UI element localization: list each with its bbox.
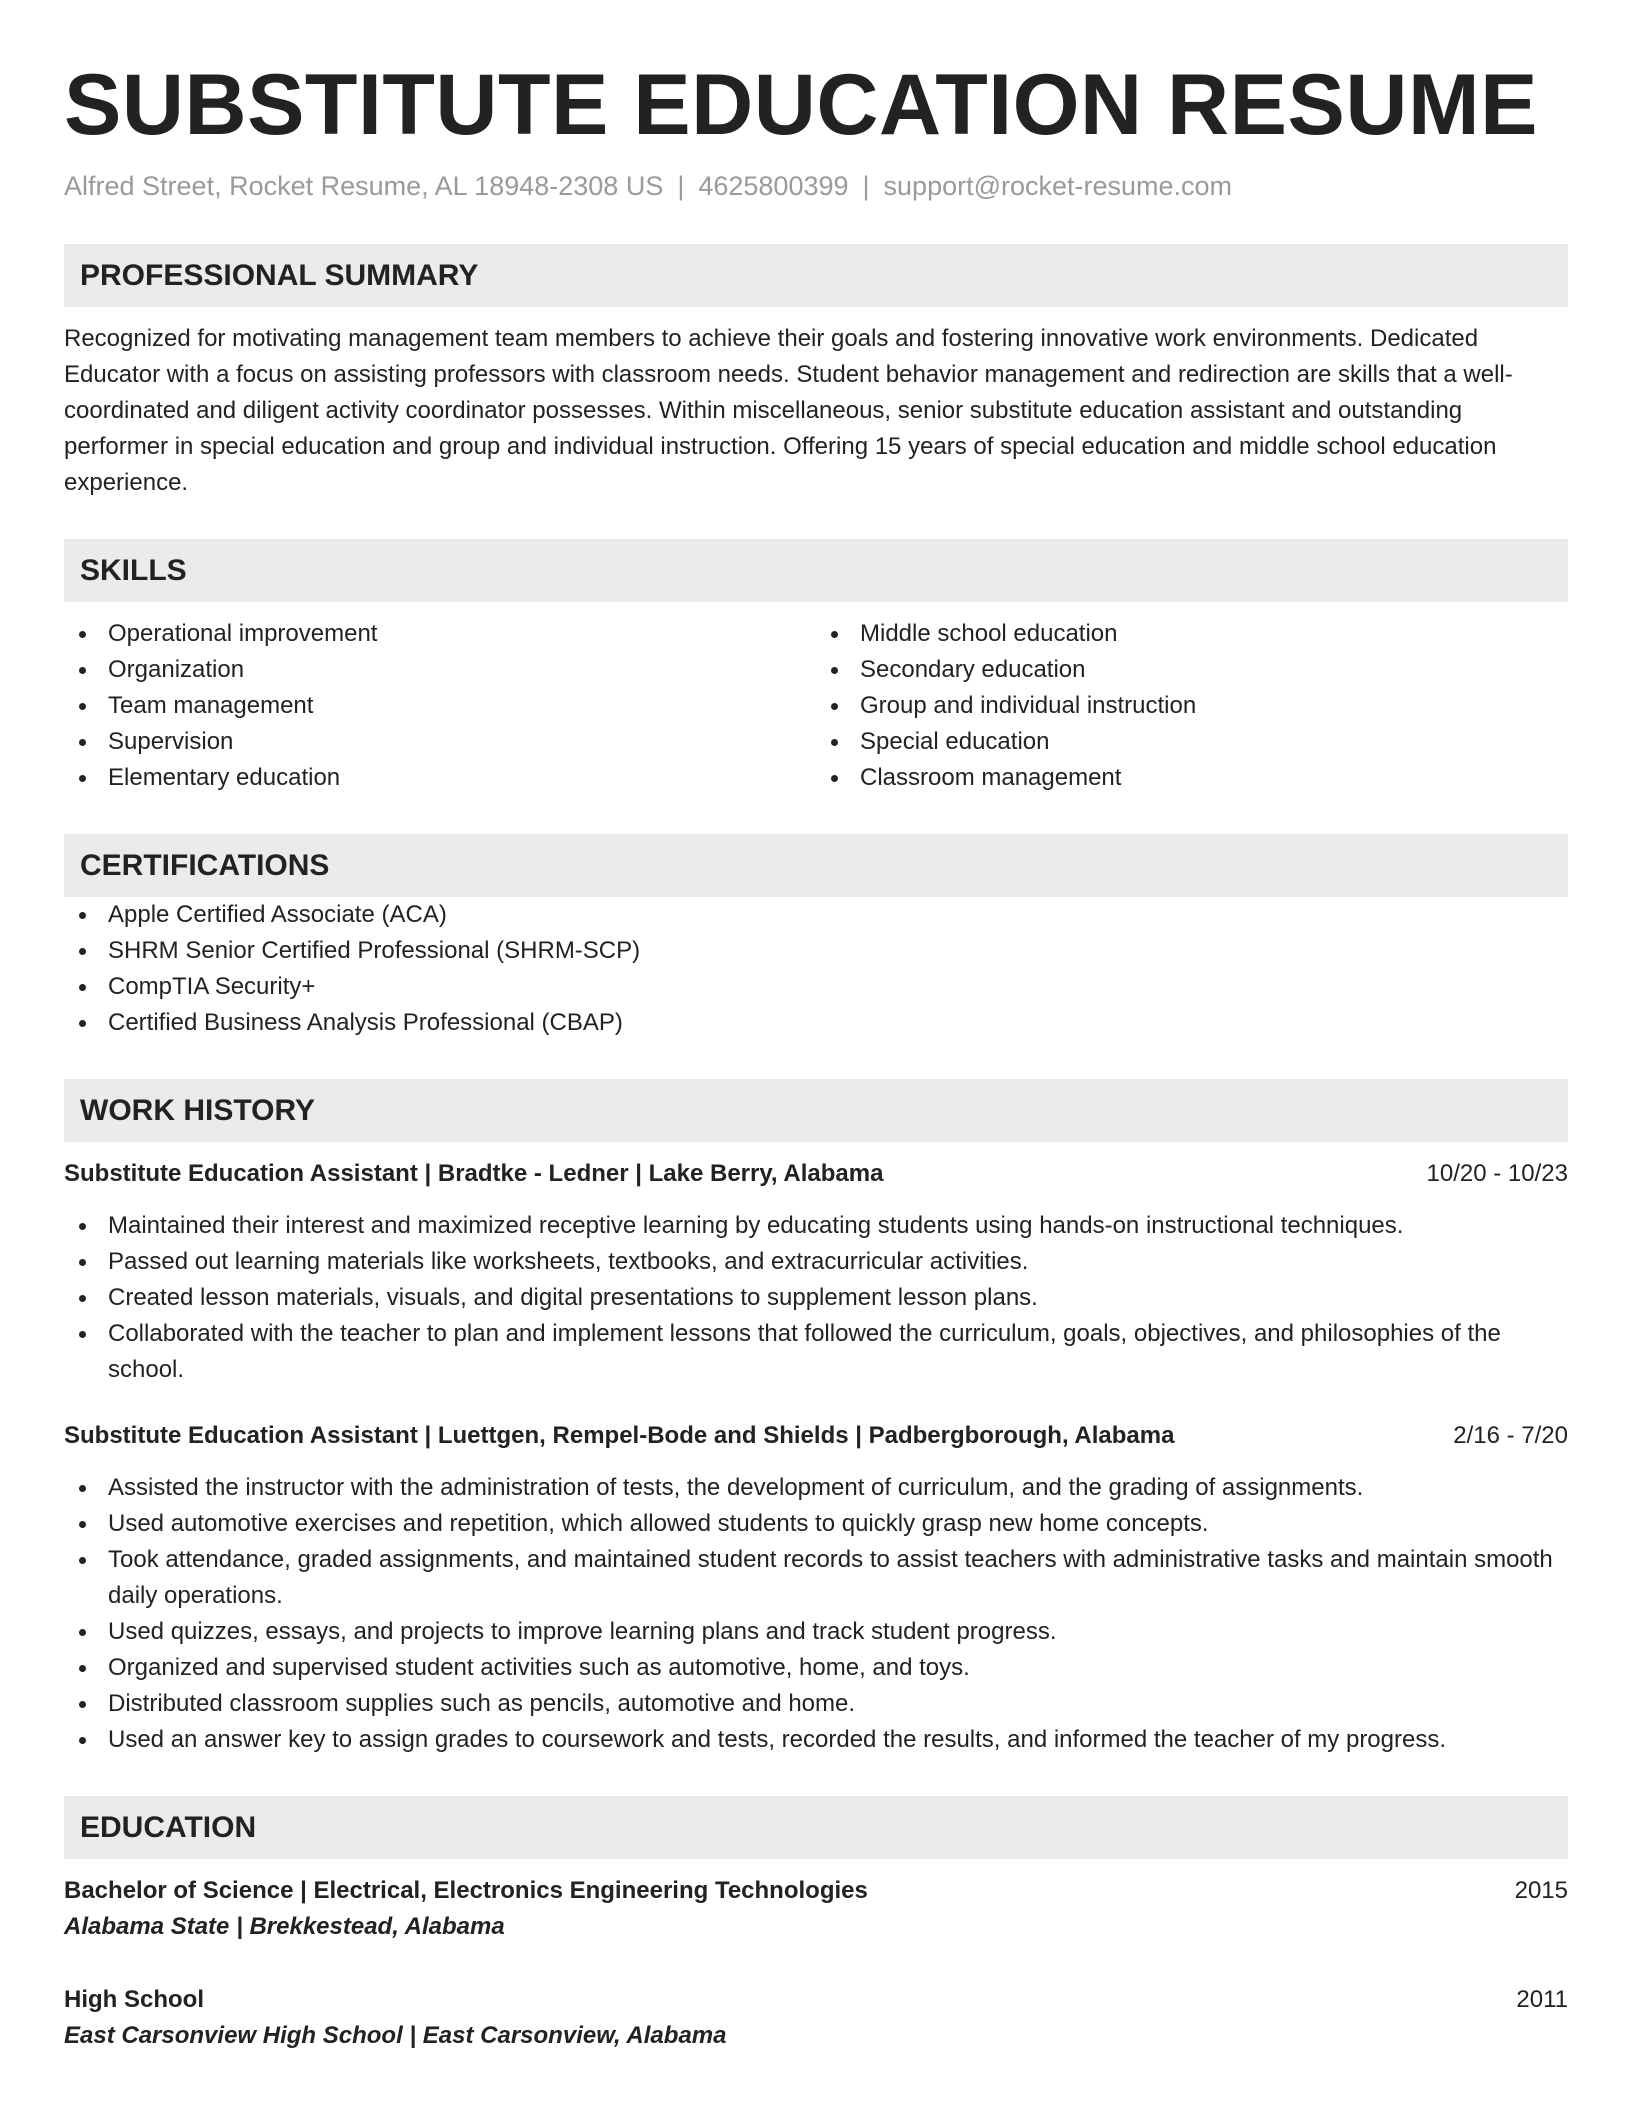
job-bullet: Used quizzes, essays, and projects to improve learning plans and track student progress. xyxy=(64,1614,1568,1650)
skills-grid xyxy=(64,616,1568,796)
section-header-certifications: CERTIFICATIONS xyxy=(64,834,1568,897)
certification-item: SHRM Senior Certified Professional (SHRM-SCP) xyxy=(64,933,1568,969)
skills-right-column xyxy=(816,616,1568,796)
job-header xyxy=(64,1418,1568,1454)
job-dates: 10/20 - 10/23 xyxy=(1426,1160,1568,1187)
contact-address: Alfred Street, Rocket Resume, AL 18948-2308 US xyxy=(64,171,664,201)
section-header-education: EDUCATION xyxy=(64,1796,1568,1859)
skill-item: Elementary education xyxy=(64,760,816,796)
skill-item: Secondary education xyxy=(816,652,1568,688)
skill-item: Group and individual instruction xyxy=(816,688,1568,724)
skill-item: Organization xyxy=(64,652,816,688)
job-bullet: Passed out learning materials like worksheets, textbooks, and extracurricular activities. xyxy=(64,1244,1568,1280)
education-school: Alabama State | Brekkestead, Alabama xyxy=(64,1913,505,1940)
job-bullet: Assisted the instructor with the administration of tests, the development of curriculum, and the grading of assignments. xyxy=(64,1470,1568,1506)
job-bullet: Used an answer key to assign grades to coursework and tests, recorded the results, and informed the teacher of my progress. xyxy=(64,1722,1568,1758)
education-degree: High School xyxy=(64,1986,204,2013)
job-bullet: Maintained their interest and maximized receptive learning by educating students using hands-on instructional techniques. xyxy=(64,1208,1568,1244)
job-title: Substitute Education Assistant | Bradtke - Ledner | Lake Berry, Alabama xyxy=(64,1160,884,1187)
section-header-work-history: WORK HISTORY xyxy=(64,1079,1568,1142)
education-degree: Bachelor of Science | Electrical, Electronics Engineering Technologies xyxy=(64,1877,868,1904)
skill-item: Team management xyxy=(64,688,816,724)
summary-text: Recognized for motivating management team members to achieve their goals and fostering innovative work environments. Dedicated Educator with a focus on assisting professors with classroom needs. Student behavior management and redirection are skills that a well-coordinated and diligent activity coordinator possesses. Within miscellaneous, senior substitute education assistant and outstanding performer in special education and group and individual instruction. Offering 15 years of special education and middle school education experience. xyxy=(64,325,1513,496)
education-entry xyxy=(64,1982,1568,2054)
education-school: East Carsonview High School | East Carsonview, Alabama xyxy=(64,2022,727,2049)
section-header-skills: SKILLS xyxy=(64,539,1568,602)
skill-item: Supervision xyxy=(64,724,816,760)
education-header xyxy=(64,1873,1568,1909)
resume-title: SUBSTITUTE EDUCATION RESUME xyxy=(64,57,1538,153)
job-bullet: Took attendance, graded assignments, and maintained student records to assist teachers with administrative tasks and maintain smooth daily operations. xyxy=(64,1542,1568,1614)
education-header xyxy=(64,1982,1568,2018)
contact-separator: | xyxy=(677,171,685,201)
certifications-list xyxy=(64,897,1568,1041)
contact-line xyxy=(64,168,1568,204)
certification-item: Certified Business Analysis Professional (CBAP) xyxy=(64,1005,1568,1041)
job-bullet: Distributed classroom supplies such as pencils, automotive and home. xyxy=(64,1686,1568,1722)
job-bullets xyxy=(64,1470,1568,1758)
job-dates: 2/16 - 7/20 xyxy=(1453,1422,1568,1449)
education-entry xyxy=(64,1873,1568,1945)
education-year: 2011 xyxy=(1516,1986,1568,2013)
job-header xyxy=(64,1156,1568,1192)
certification-item: CompTIA Security+ xyxy=(64,969,1568,1005)
job-bullet: Created lesson materials, visuals, and digital presentations to supplement lesson plans. xyxy=(64,1280,1568,1316)
skill-item: Classroom management xyxy=(816,760,1568,796)
contact-separator: | xyxy=(862,171,870,201)
job-entry xyxy=(64,1418,1568,1758)
education-year: 2015 xyxy=(1514,1877,1568,1904)
job-bullet: Used automotive exercises and repetition, which allowed students to quickly grasp new home concepts. xyxy=(64,1506,1568,1542)
certification-item: Apple Certified Associate (ACA) xyxy=(64,897,1568,933)
contact-email: support@rocket-resume.com xyxy=(883,171,1233,201)
section-header-summary: PROFESSIONAL SUMMARY xyxy=(64,244,1568,307)
contact-phone: 4625800399 xyxy=(698,171,849,201)
skill-item: Middle school education xyxy=(816,616,1568,652)
job-bullet: Collaborated with the teacher to plan and implement lessons that followed the curriculum, goals, objectives, and philosophies of the school. xyxy=(64,1316,1568,1388)
skill-item: Special education xyxy=(816,724,1568,760)
job-bullets xyxy=(64,1208,1568,1388)
skills-left-column xyxy=(64,616,816,796)
job-title: Substitute Education Assistant | Luettgen, Rempel-Bode and Shields | Padbergborough, Alabama xyxy=(64,1422,1175,1449)
job-bullet: Organized and supervised student activities such as automotive, home, and toys. xyxy=(64,1650,1568,1686)
skill-item: Operational improvement xyxy=(64,616,816,652)
job-entry xyxy=(64,1156,1568,1388)
